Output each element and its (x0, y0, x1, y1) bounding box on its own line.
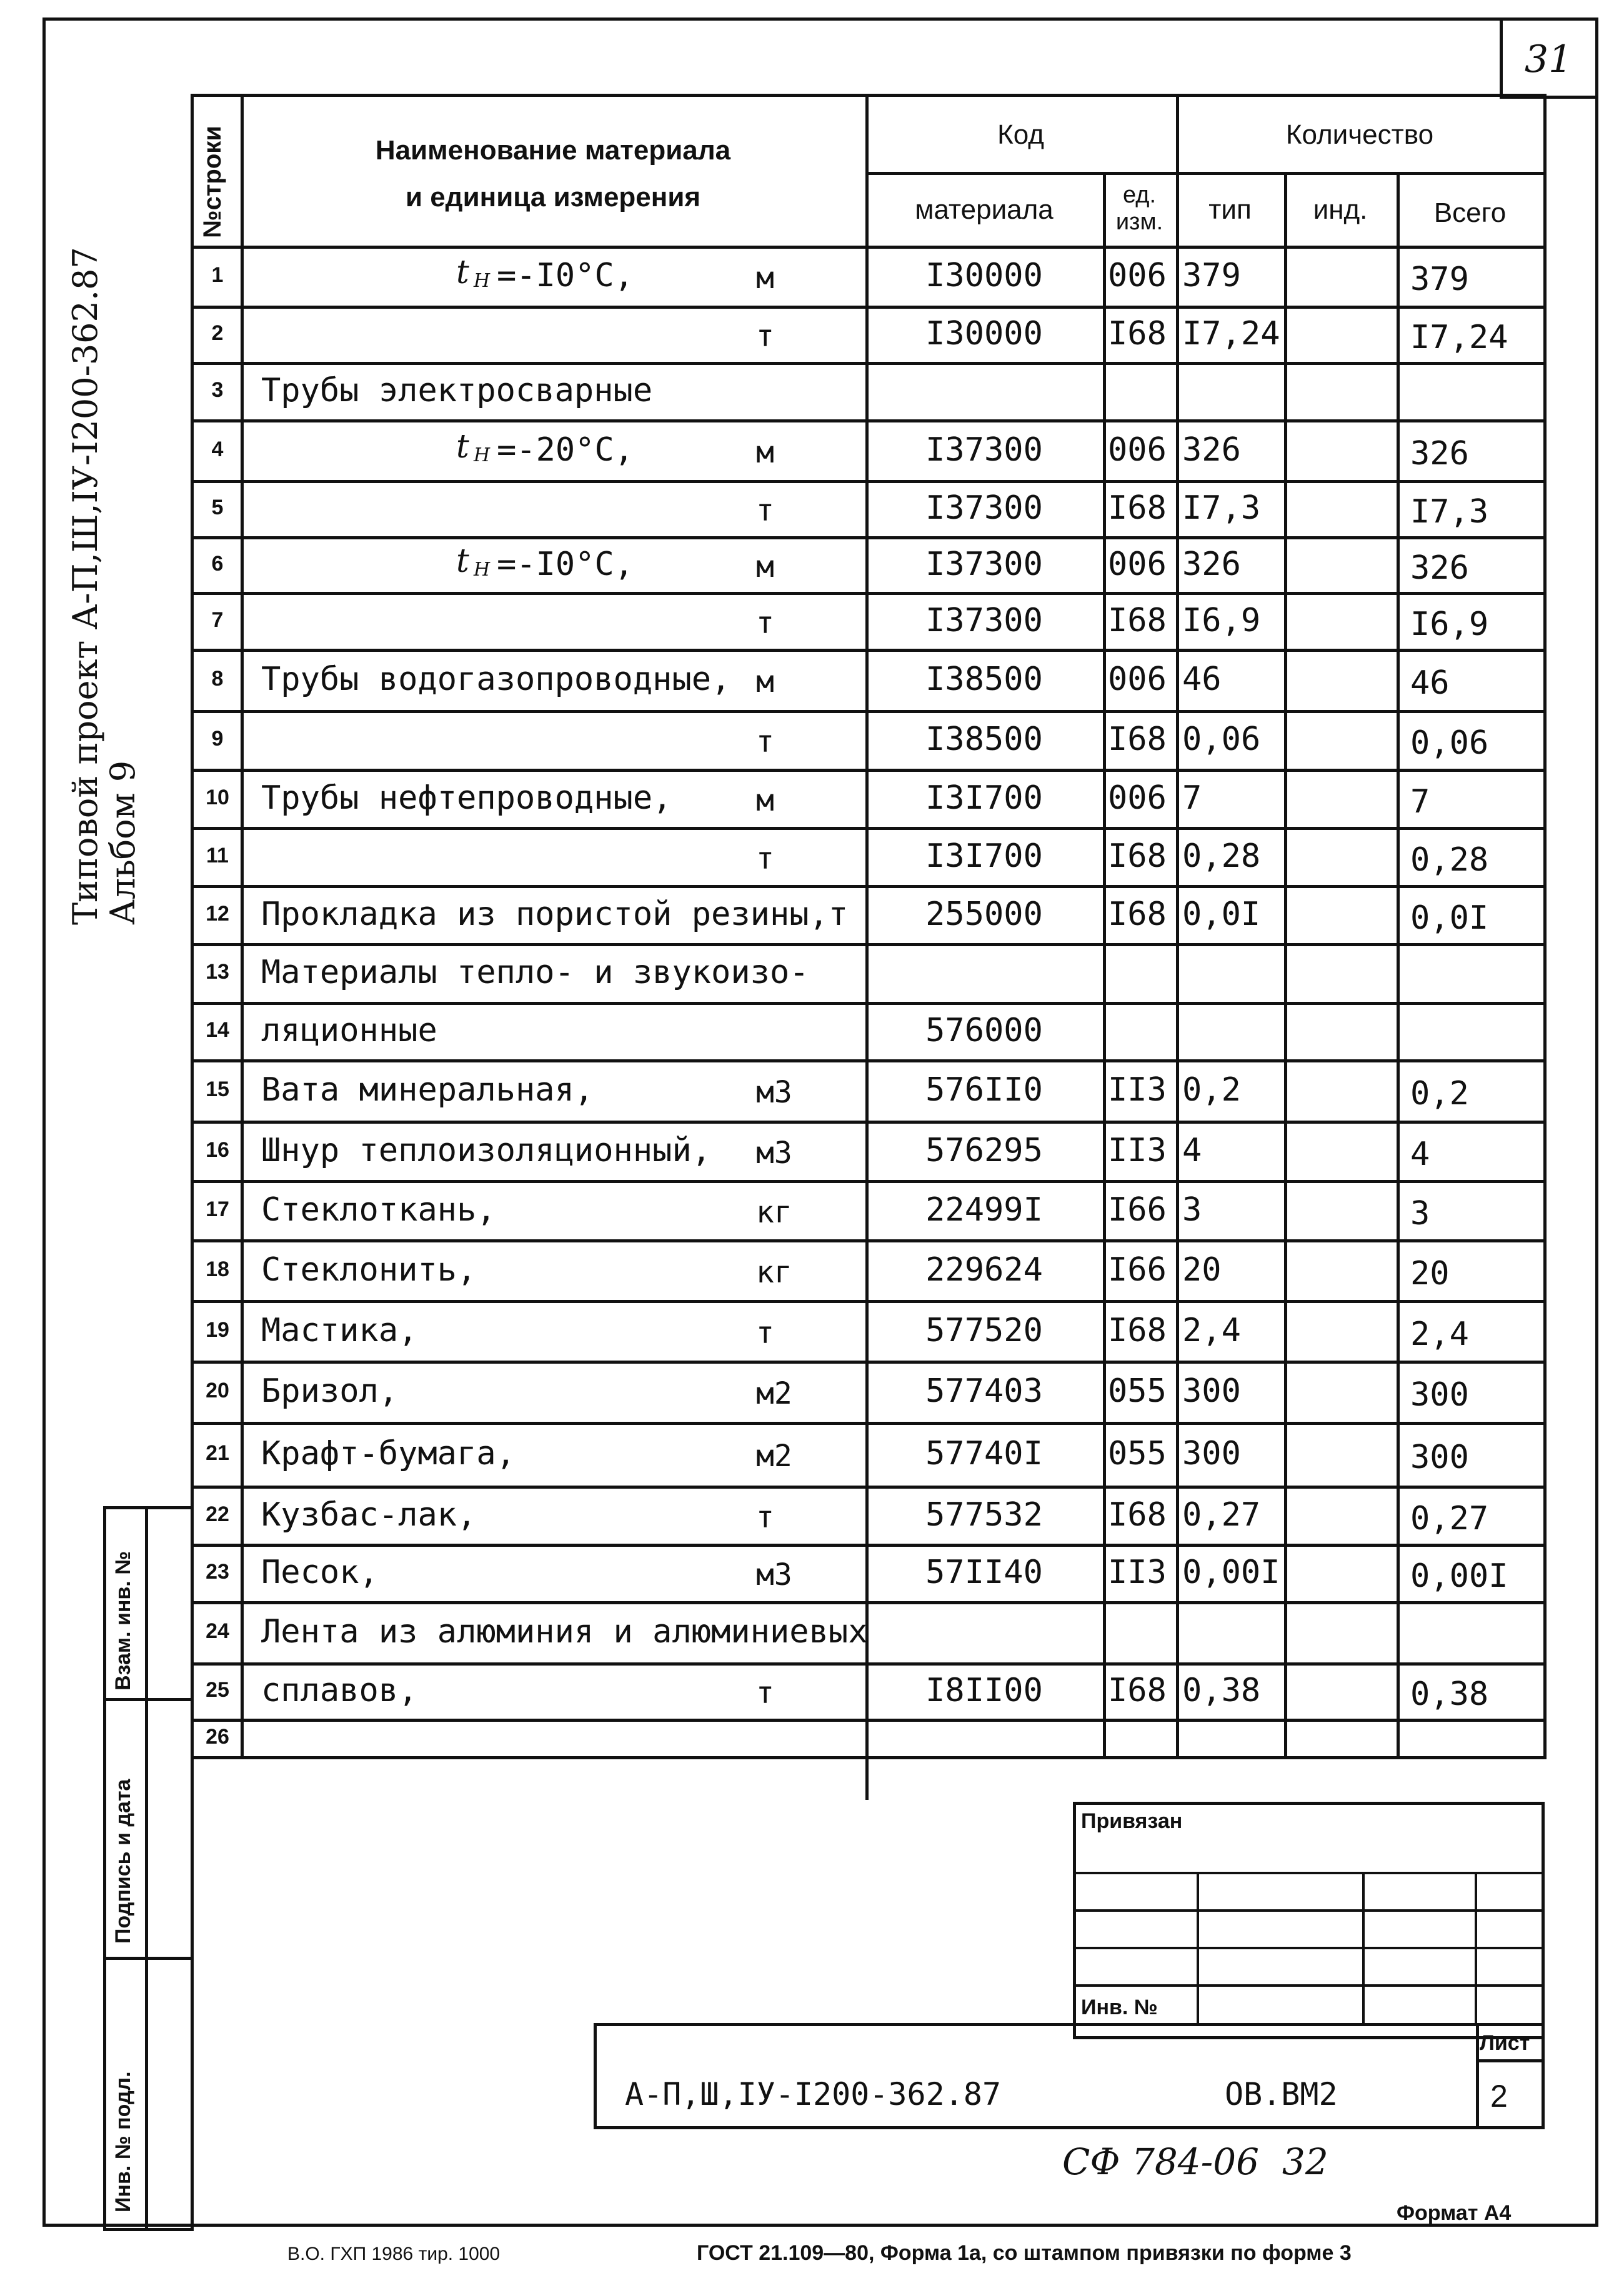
row-name: Песок, (261, 1554, 379, 1591)
row-type-qty: 7 (1182, 779, 1202, 817)
row-material-code: I37300 (925, 546, 1043, 583)
row-unit: т (756, 1500, 774, 1535)
row-type-qty: 0,06 (1182, 721, 1261, 758)
row-total-qty: 0,06 (1410, 724, 1489, 762)
row-material-code: I3I700 (925, 837, 1043, 875)
row-number: 13 (206, 960, 229, 984)
row-type-qty: 20 (1182, 1251, 1222, 1289)
temp-subscript: Н (474, 559, 491, 581)
header-material: материала (915, 194, 1054, 225)
header-name-line2: и единица измерения (405, 182, 701, 212)
row-unit-code: I68 (1108, 315, 1167, 352)
row-number: 23 (206, 1560, 229, 1584)
row-name: Стеклонить, (261, 1251, 477, 1289)
row-unit: м (756, 435, 774, 470)
row-number: 7 (211, 608, 224, 632)
row-unit: т (756, 493, 774, 528)
title-sheet-label: Лист (1480, 2031, 1530, 2055)
row-unit: м2 (756, 1439, 792, 1474)
row-material-code: I8II00 (925, 1672, 1043, 1709)
temp-value: =-I0°С, (497, 546, 634, 583)
row-type-qty: 2,4 (1182, 1312, 1241, 1349)
row-number: 25 (206, 1678, 229, 1702)
row-total-qty: 7 (1410, 783, 1430, 821)
row-unit: т (756, 841, 774, 876)
row-name: Прокладка из пористой резины,т (261, 896, 849, 933)
row-name: сплавов, (261, 1672, 418, 1709)
row-name: Бризол, (261, 1372, 399, 1410)
row-unit-code: I68 (1108, 837, 1167, 875)
row-type-qty: 4 (1182, 1132, 1202, 1169)
row-material-code: 22499I (925, 1191, 1043, 1229)
header-unit-line1: ед. (1122, 182, 1157, 208)
row-unit: т (756, 1316, 774, 1351)
row-name: ляционные (261, 1012, 437, 1049)
row-total-qty: I6,9 (1410, 606, 1489, 643)
row-total-qty: 0,2 (1410, 1075, 1469, 1112)
row-unit: м3 (756, 1557, 792, 1592)
row-total-qty: 0,38 (1410, 1676, 1489, 1713)
row-total-qty: 326 (1410, 549, 1469, 587)
temp-value: =-20°С, (497, 431, 634, 469)
temp-symbol: t (456, 542, 469, 580)
temp-subscript: Н (474, 444, 491, 466)
row-material-code: I37300 (925, 431, 1043, 469)
row-material-code: 57740I (925, 1435, 1043, 1472)
row-total-qty: 0,28 (1410, 841, 1489, 879)
row-unit-code: 006 (1108, 546, 1167, 583)
row-unit: т (756, 724, 774, 759)
row-unit-code: 006 (1108, 257, 1167, 294)
temp-subscript: Н (474, 270, 491, 292)
row-number: 17 (206, 1197, 229, 1221)
row-unit: м3 (756, 1136, 792, 1171)
title-mark: ОВ.ВМ2 (1225, 2076, 1338, 2112)
row-material-code: 576II0 (925, 1071, 1043, 1109)
row-number: 16 (206, 1138, 229, 1162)
row-total-qty: 2,4 (1410, 1316, 1469, 1353)
row-material-code: 57II40 (925, 1554, 1043, 1591)
footer-gost: ГОСТ 21.109—80, Форма 1а, со штампом привязки по форме 3 (697, 2241, 1352, 2265)
side-stamp-sign-date: Подпись и дата (111, 1779, 135, 1944)
row-total-qty: 0,0I (1410, 899, 1489, 937)
row-number: 2 (211, 321, 224, 345)
side-stamp-inv-original: Инв. № подл. (111, 2071, 135, 2212)
row-unit: т (756, 606, 774, 641)
row-unit: м (756, 549, 774, 584)
corner-number: 31 (1524, 37, 1573, 81)
row-unit: т (756, 319, 774, 354)
row-name: Трубы водогазопроводные, (261, 661, 731, 698)
row-unit: кг (756, 1255, 792, 1290)
row-material-code: 255000 (925, 896, 1043, 933)
row-number: 4 (211, 437, 224, 461)
row-type-qty: 326 (1182, 546, 1241, 583)
temp-value: =-I0°С, (497, 257, 634, 294)
header-individual: инд. (1313, 194, 1368, 225)
row-number: 10 (206, 786, 229, 809)
title-sheet-number: 2 (1490, 2079, 1508, 2114)
row-total-qty: I7,3 (1410, 493, 1489, 531)
row-material-code: 576295 (925, 1132, 1043, 1169)
row-number: 15 (206, 1077, 229, 1101)
row-name: Мастика, (261, 1312, 418, 1349)
row-name: Вата минеральная, (261, 1071, 594, 1109)
row-material-code: 577520 (925, 1312, 1043, 1349)
row-type-qty: 0,27 (1182, 1496, 1261, 1534)
row-type-qty: 0,2 (1182, 1071, 1241, 1109)
row-number: 11 (206, 844, 229, 867)
row-number: 6 (211, 552, 224, 576)
row-material-code: I38500 (925, 721, 1043, 758)
row-number: 1 (211, 263, 224, 287)
row-total-qty: 326 (1410, 435, 1469, 472)
row-material-code: I37300 (925, 602, 1043, 639)
row-type-qty: 300 (1182, 1435, 1241, 1472)
row-unit: м (756, 664, 774, 699)
row-number: 12 (206, 902, 229, 926)
row-number: 21 (206, 1441, 229, 1465)
row-material-code: I30000 (925, 257, 1043, 294)
row-name: Материалы тепло- и звукоизо- (261, 954, 809, 991)
row-unit-code: 006 (1108, 779, 1167, 817)
row-material-code: 576000 (925, 1012, 1043, 1049)
row-unit-code: 055 (1108, 1435, 1167, 1472)
header-row-number: №строки (199, 126, 226, 238)
header-total: Всего (1433, 197, 1507, 228)
row-number: 26 (206, 1725, 229, 1749)
handwritten-reference: СФ 784-06 32 (1062, 2141, 1328, 2183)
row-unit-code: II3 (1108, 1071, 1167, 1109)
row-unit-code: II3 (1108, 1554, 1167, 1591)
row-type-qty: 0,28 (1182, 837, 1261, 875)
row-total-qty: 20 (1410, 1255, 1450, 1292)
header-unit-line2: изм. (1115, 209, 1163, 235)
footer-format: Формат А4 (1397, 2201, 1512, 2225)
temp-symbol: t (456, 428, 469, 466)
row-unit-code: I68 (1108, 721, 1167, 758)
row-unit-code: I68 (1108, 1672, 1167, 1709)
side-stamp-inv-replace: Взам. инв. № (111, 1551, 135, 1691)
header-code: Код (997, 119, 1044, 150)
row-total-qty: 0,00I (1410, 1557, 1508, 1595)
row-total-qty: 300 (1410, 1439, 1469, 1476)
row-type-qty: I6,9 (1182, 602, 1261, 639)
row-material-code: I30000 (925, 315, 1043, 352)
row-type-qty: 3 (1182, 1191, 1202, 1229)
row-unit-code: I68 (1108, 489, 1167, 527)
row-number: 19 (206, 1318, 229, 1342)
row-name: Лента из алюминия и алюминиевых (261, 1613, 868, 1651)
row-unit: т (756, 1676, 774, 1711)
row-type-qty: 0,0I (1182, 896, 1261, 933)
row-unit: м2 (756, 1376, 792, 1411)
row-total-qty: 3 (1410, 1195, 1430, 1232)
row-unit-code: 006 (1108, 661, 1167, 698)
row-total-qty: 4 (1410, 1136, 1430, 1173)
row-unit-code: I66 (1108, 1191, 1167, 1229)
row-name: Стеклоткань, (261, 1191, 496, 1229)
row-number: 14 (206, 1018, 229, 1042)
row-name: Трубы нефтепроводные, (261, 779, 672, 817)
row-unit-code: I66 (1108, 1251, 1167, 1289)
row-type-qty: 300 (1182, 1372, 1241, 1410)
row-number: 24 (206, 1619, 229, 1643)
row-unit-code: II3 (1108, 1132, 1167, 1169)
row-material-code: I3I700 (925, 779, 1043, 817)
row-unit-code: I68 (1108, 1312, 1167, 1349)
row-total-qty: 379 (1410, 261, 1469, 298)
row-type-qty: 326 (1182, 431, 1241, 469)
row-number: 22 (206, 1502, 229, 1526)
row-number: 20 (206, 1379, 229, 1402)
row-type-qty: 0,00I (1182, 1554, 1280, 1591)
row-type-qty: I7,3 (1182, 489, 1261, 527)
row-material-code: I37300 (925, 489, 1043, 527)
row-material-code: 577403 (925, 1372, 1043, 1410)
row-unit-code: I68 (1108, 896, 1167, 933)
row-number: 5 (211, 496, 224, 519)
row-total-qty: I7,24 (1410, 319, 1508, 356)
row-unit-code: I68 (1108, 1496, 1167, 1534)
row-material-code: 229624 (925, 1251, 1043, 1289)
row-type-qty: I7,24 (1182, 315, 1280, 352)
title-doc-code: А-П,Ш,IУ-I200-362.87 (625, 2076, 1002, 2112)
binding-inv-no: Инв. № (1081, 1996, 1158, 2019)
row-unit-code: 006 (1108, 431, 1167, 469)
row-material-code: 577532 (925, 1496, 1043, 1534)
row-name: Кузбас-лак, (261, 1496, 477, 1534)
row-type-qty: 0,38 (1182, 1672, 1261, 1709)
side-title-line2: Альбом 9 (103, 760, 142, 925)
row-number: 3 (211, 378, 224, 402)
row-unit-code: 055 (1108, 1372, 1167, 1410)
row-unit: м (756, 261, 774, 296)
row-unit: кг (756, 1195, 792, 1230)
row-total-qty: 46 (1410, 664, 1450, 702)
row-name: Шнур теплоизоляционный, (261, 1132, 712, 1169)
row-number: 8 (211, 667, 224, 691)
footer-printer: В.О. ГХП 1986 тир. 1000 (287, 2244, 501, 2264)
row-name: Трубы электросварные (261, 372, 653, 409)
row-material-code: I38500 (925, 661, 1043, 698)
row-total-qty: 300 (1410, 1376, 1469, 1414)
temp-symbol: t (456, 254, 469, 291)
header-quantity: Количество (1285, 119, 1434, 150)
row-type-qty: 379 (1182, 257, 1241, 294)
row-unit: м (756, 783, 774, 818)
row-number: 18 (206, 1257, 229, 1281)
binding-title: Привязан (1081, 1809, 1183, 1833)
header-type: тип (1208, 194, 1252, 225)
row-name: Крафт-бумага, (261, 1435, 516, 1472)
row-type-qty: 46 (1182, 661, 1222, 698)
row-unit: м3 (756, 1075, 792, 1110)
row-number: 9 (211, 727, 224, 751)
side-title-line1: Типовой проект А-П,Ш,IУ-I200-362.87 (66, 247, 105, 925)
row-total-qty: 0,27 (1410, 1500, 1489, 1537)
header-name-line1: Наименование материала (375, 135, 731, 166)
row-unit-code: I68 (1108, 602, 1167, 639)
